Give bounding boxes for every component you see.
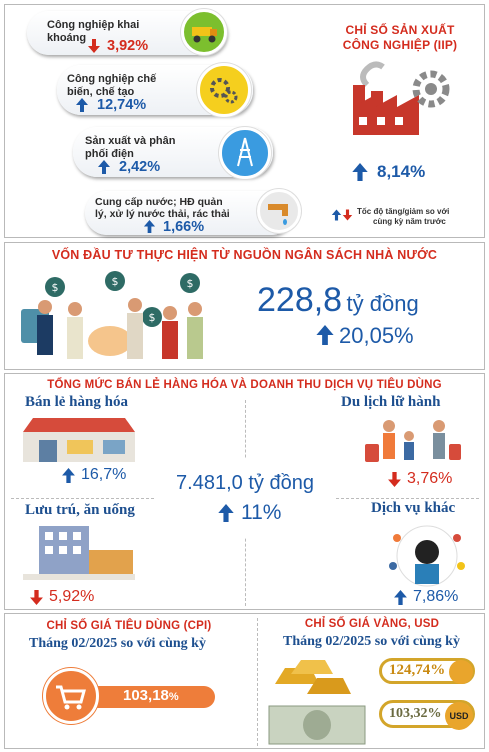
- services-illustration: [379, 518, 475, 590]
- hotel-illustration: [19, 524, 139, 582]
- iip-total-value: 8,14%: [377, 162, 426, 181]
- retail-total-growth: 11%: [241, 501, 282, 524]
- arrow-up-icon: [351, 163, 369, 181]
- segment-label: Bán lẻ hàng hóa: [25, 394, 128, 410]
- svg-text:$: $: [51, 281, 59, 294]
- segment-label: Lưu trú, ăn uống: [25, 502, 135, 518]
- iip-section: [4, 4, 485, 238]
- item-label: Cung cấp nước; HĐ quản: [95, 196, 223, 208]
- item-label: khoáng: [47, 32, 87, 44]
- item-value: 2,42%: [119, 159, 161, 175]
- cpi-title: CHỈ SỐ GIÁ TIÊU DÙNG (CPI): [46, 620, 212, 632]
- cpi-value: 103,18%: [123, 687, 179, 704]
- shopping-cart-icon: [46, 671, 96, 721]
- store-illustration: [19, 414, 139, 466]
- investment-title: VỐN ĐẦU TƯ THỰC HIỆN TỪ NGUỒN NGÂN SÁCH NHÀ NƯỚC: [51, 248, 438, 262]
- arrow-up-icon: [61, 468, 76, 483]
- item-value: 3,92%: [107, 38, 149, 54]
- cpi-badge: [43, 668, 99, 724]
- usd-value: 103,32%: [389, 706, 442, 721]
- svg-text:$: $: [148, 311, 156, 324]
- investment-section: [4, 242, 485, 370]
- segment-label: Dịch vụ khác: [371, 500, 456, 516]
- water-tap-icon: [257, 189, 301, 233]
- arrow-down-icon: [387, 472, 402, 487]
- legend-up-icon: [331, 209, 342, 221]
- mining-truck-icon: [181, 9, 227, 55]
- arrow-up-icon: [217, 504, 235, 522]
- retail-center-circle: [155, 458, 335, 538]
- people-money-illustration: [15, 269, 215, 367]
- gold-coin-icon: [449, 660, 473, 684]
- retail-title: TỔNG MỨC BÁN LẺ HÀNG HÓA VÀ DOANH THU DỊCH VỤ TIÊU DÙNG: [47, 379, 442, 391]
- usd-badge-label: USD: [449, 711, 469, 721]
- segment-value: 3,76%: [407, 470, 453, 487]
- travelers-illustration: [357, 414, 467, 470]
- arrow-up-icon: [393, 590, 408, 605]
- iip-legend: Tốc độ tăng/giảm so với cùng kỳ năm trước: [357, 207, 450, 226]
- item-label: lý, xử lý nước thải, rác thải: [95, 208, 230, 220]
- svg-text:$: $: [186, 277, 194, 290]
- prices-section: [4, 613, 485, 749]
- segment-label: Du lịch lữ hành: [341, 394, 441, 410]
- svg-text:$: $: [111, 275, 119, 288]
- item-label: Công nghiệp khai: [47, 19, 140, 31]
- segment-value: 7,86%: [413, 588, 459, 605]
- item-label: Công nghiệp chế: [67, 73, 157, 85]
- item-value: 1,66%: [163, 219, 205, 235]
- item-label: phối điện: [85, 148, 134, 160]
- segment-value: 5,92%: [49, 588, 95, 605]
- gold-usd-title: CHỈ SỐ GIÁ VÀNG, USD: [304, 618, 440, 630]
- item-label: Sản xuất và phân: [85, 135, 176, 147]
- power-tower-icon: [219, 127, 271, 179]
- retail-total: 7.481,0 tỷ đồng: [176, 472, 314, 494]
- retail-section: [4, 373, 485, 610]
- segment-value: 16,7%: [81, 466, 127, 483]
- iip-title: CHỈ SỐ SẢN XUẤT CÔNG NGHIỆP (IIP): [342, 23, 458, 52]
- gold-bars-icon: [267, 654, 363, 702]
- arrow-up-icon: [315, 325, 335, 345]
- gold-value: 124,74%: [389, 662, 446, 678]
- arrow-down-icon: [29, 590, 44, 605]
- item-label: biến, chế tạo: [67, 86, 135, 98]
- usd-coin-icon: [445, 702, 473, 730]
- arrow-down-icon: [87, 39, 101, 53]
- legend-down-icon: [342, 209, 353, 221]
- cpi-subtitle: Tháng 02/2025 so với cùng kỳ: [29, 636, 206, 651]
- investment-growth: 20,05%: [339, 323, 414, 348]
- usd-banknotes-icon: [267, 702, 367, 746]
- divider-vertical: [257, 618, 258, 746]
- investment-amount: 228,8 tỷ đồng: [257, 281, 419, 319]
- item-value: 12,74%: [97, 97, 147, 113]
- gears-icon: [197, 63, 251, 117]
- arrow-up-icon: [97, 160, 111, 174]
- arrow-up-icon: [75, 98, 89, 112]
- gold-usd-subtitle: Tháng 02/2025 so với cùng kỳ: [283, 634, 460, 649]
- factory-icon: [345, 55, 450, 140]
- arrow-up-icon: [143, 220, 156, 233]
